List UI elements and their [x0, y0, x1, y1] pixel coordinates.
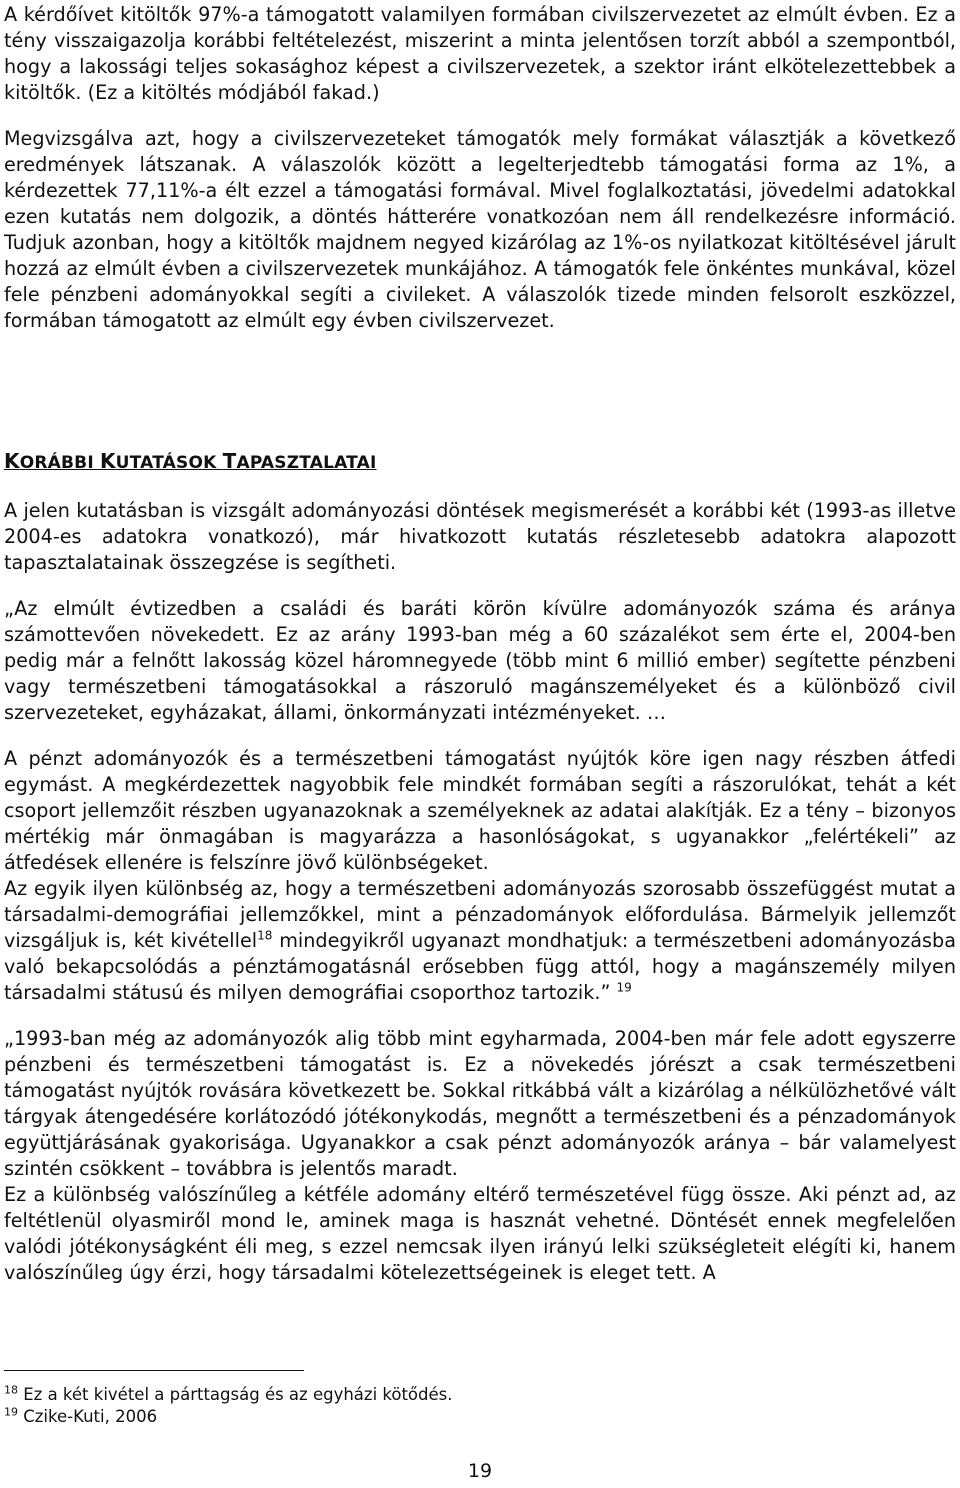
footnote-number: 19 — [4, 1405, 18, 1419]
footnote-divider — [4, 1370, 304, 1371]
heading-part-3: APASZTALATAI — [236, 453, 377, 473]
paragraph-donation-nature: Ez a különbség valószínűleg a kétféle adomány eltérő természetével függ össze. Aki pénzt ad, az feltétlenül olyasmiről mond le, aminek maga is hasznát vehetné. Döntését ennek megfelelően valódi jótékonyságként éli meg, s ezzel nemcsak ilyen irányú lelki szükségleteit elégíti ki, hanem valószínűleg úgy érzi, hogy társadalmi kötelezettségeinek is eleget tett. A — [4, 1183, 956, 1284]
page-number: 19 — [467, 1460, 493, 1482]
heading-part-1: ORÁBBI — [19, 453, 100, 473]
heading-letter-1: K — [4, 449, 20, 473]
footnote-number: 18 — [4, 1383, 18, 1397]
heading-letter-2: K — [99, 449, 116, 473]
footnote-text: Czike-Kuti, 2006 — [18, 1407, 158, 1426]
footnote-ref-18[interactable]: 18 — [257, 928, 273, 943]
paragraph-difference-text-b: mindegyikről ugyanazt mondhatjuk: a természetbeni adományozásba való bekapcsolódás a pénztámogatásnál erősebben függ attól, hogy a magánszemély milyen társadalmi státusú és milyen demográfiai csoporthoz tartozik.” — [4, 929, 956, 1004]
paragraph-overlap: A pénzt adományozók és a természetbeni támogatást nyújtók köre igen nagy részben átfedi egymást. A megkérdezettek nagyobbik fele mindkét formában segíti a rászorulókat, tehát a két csoport jellemzőit részben ugyanazoknak a személyeknek az adatai alakítják. Ez a tény – bizonyos mértékig már önmagában is magyarázza a hasonlóságokat, s ugyanakkor „felértékeli” az átfedések ellenére is felszínre jövő különbségeket. — [4, 747, 956, 874]
heading-part-2: UTATÁSOK — [115, 453, 223, 473]
footnotes — [4, 1384, 904, 1428]
heading-letter-3: T — [222, 449, 237, 473]
document-page — [4, 0, 956, 1286]
paragraph-difference — [4, 876, 956, 1006]
footnote-19 — [4, 1406, 904, 1428]
paragraph-previous-research: A jelen kutatásban is vizsgált adományozási döntések megismerését a korábbi két (1993-as illetve 2004-es adatokra vonatkozó), már hivatkozott kutatás részletesebb adatokra alapozott tapasztalatainak összegzése is segítheti. — [4, 499, 956, 574]
footnote-text: Ez a két kivétel a párttagság és az egyházi kötődés. — [18, 1385, 453, 1404]
section-heading — [4, 448, 956, 476]
paragraph-survey-support: A kérdőívet kitöltők 97%-a támogatott valamilyen formában civilszervezetet az elmúlt évben. Ez a tény visszaigazolja korábbi feltételezést, miszerint a minta jelentősen torzít abból a szempontból, hogy a lakossági teljes sokasághoz képest a civilszervezetek, a szektor iránt elkötelezettebbek a kitöltők. (Ez a kitöltés módjából fakad.) — [4, 3, 956, 104]
footnote-18 — [4, 1384, 904, 1406]
paragraph-support-forms: Megvizsgálva azt, hogy a civilszervezeteket támogatók mely formákat választják a következő eredmények látszanak. A válaszolók között a legelterjedtebb támogatási forma az 1%, a kérdezettek 77,11%-a élt ezzel a támogatási formával. Mivel foglalkoztatási, jövedelmi adatokkal ezen kutatás nem dolgozik, a döntés hátterére vonatkozóan nem áll rendelkezésre információ. Tudjuk azonban, hogy a kitöltők majdnem negyed kizárólag az 1%-os nyilatkozat kitöltésével járult hozzá az elmúlt évben a civilszervezetek munkájához. A támogatók fele önkéntes munkával, közel fele pénzbeni adományokkal segíti a civileket. A válaszolók tizede minden felsorolt eszközzel, formában támogatott az elmúlt egy évben civilszervezet. — [4, 127, 956, 332]
paragraph-quote-1993: „1993-ban még az adományozók alig több mint egyharmada, 2004-ben már fele adott egyszerre pénzbeni és természetbeni támogatást is. Ez a növekedés jórészt a csak természetbeni támogatást nyújtók rovására következett be. Sokkal ritkábbá vált a kizárólag a nélkülözhetővé vált tárgyak átengedésére korlátozódó jótékonykodás, megnőtt a természetbeni és a pénzadományok együttjárásának gyakorisága. Ugyanakkor a csak pénzt adományozók aránya – bár valamelyest szintén csökkent – továbbra is jelentős maradt. — [4, 1027, 956, 1180]
paragraph-difference-text-a: Az egyik ilyen különbség az, hogy a természetbeni adományozás szorosabb összefüggést mutat a társadalmi-demográfiai jellemzőkkel, mint a pénzadományok előfordulása. Bármelyik jellemzőt vizsgáljuk is, két kivétellel — [4, 877, 956, 952]
footnote-ref-19[interactable]: 19 — [616, 980, 632, 995]
paragraph-quote-growth: „Az elmúlt évtizedben a családi és baráti körön kívülre adományozók száma és aránya számottevően növekedett. Ez az arány 1993-ban még a 60 százalékot sem érte el, 2004-ben pedig már a felnőtt lakosság közel háromnegyede (több mint 6 millió ember) segítette pénzbeni vagy természetbeni támogatásokkal a rászoruló magánszemélyeket és a különböző civil szervezeteket, egyházakat, állami, önkormányzati intézményeket. … — [4, 597, 956, 724]
